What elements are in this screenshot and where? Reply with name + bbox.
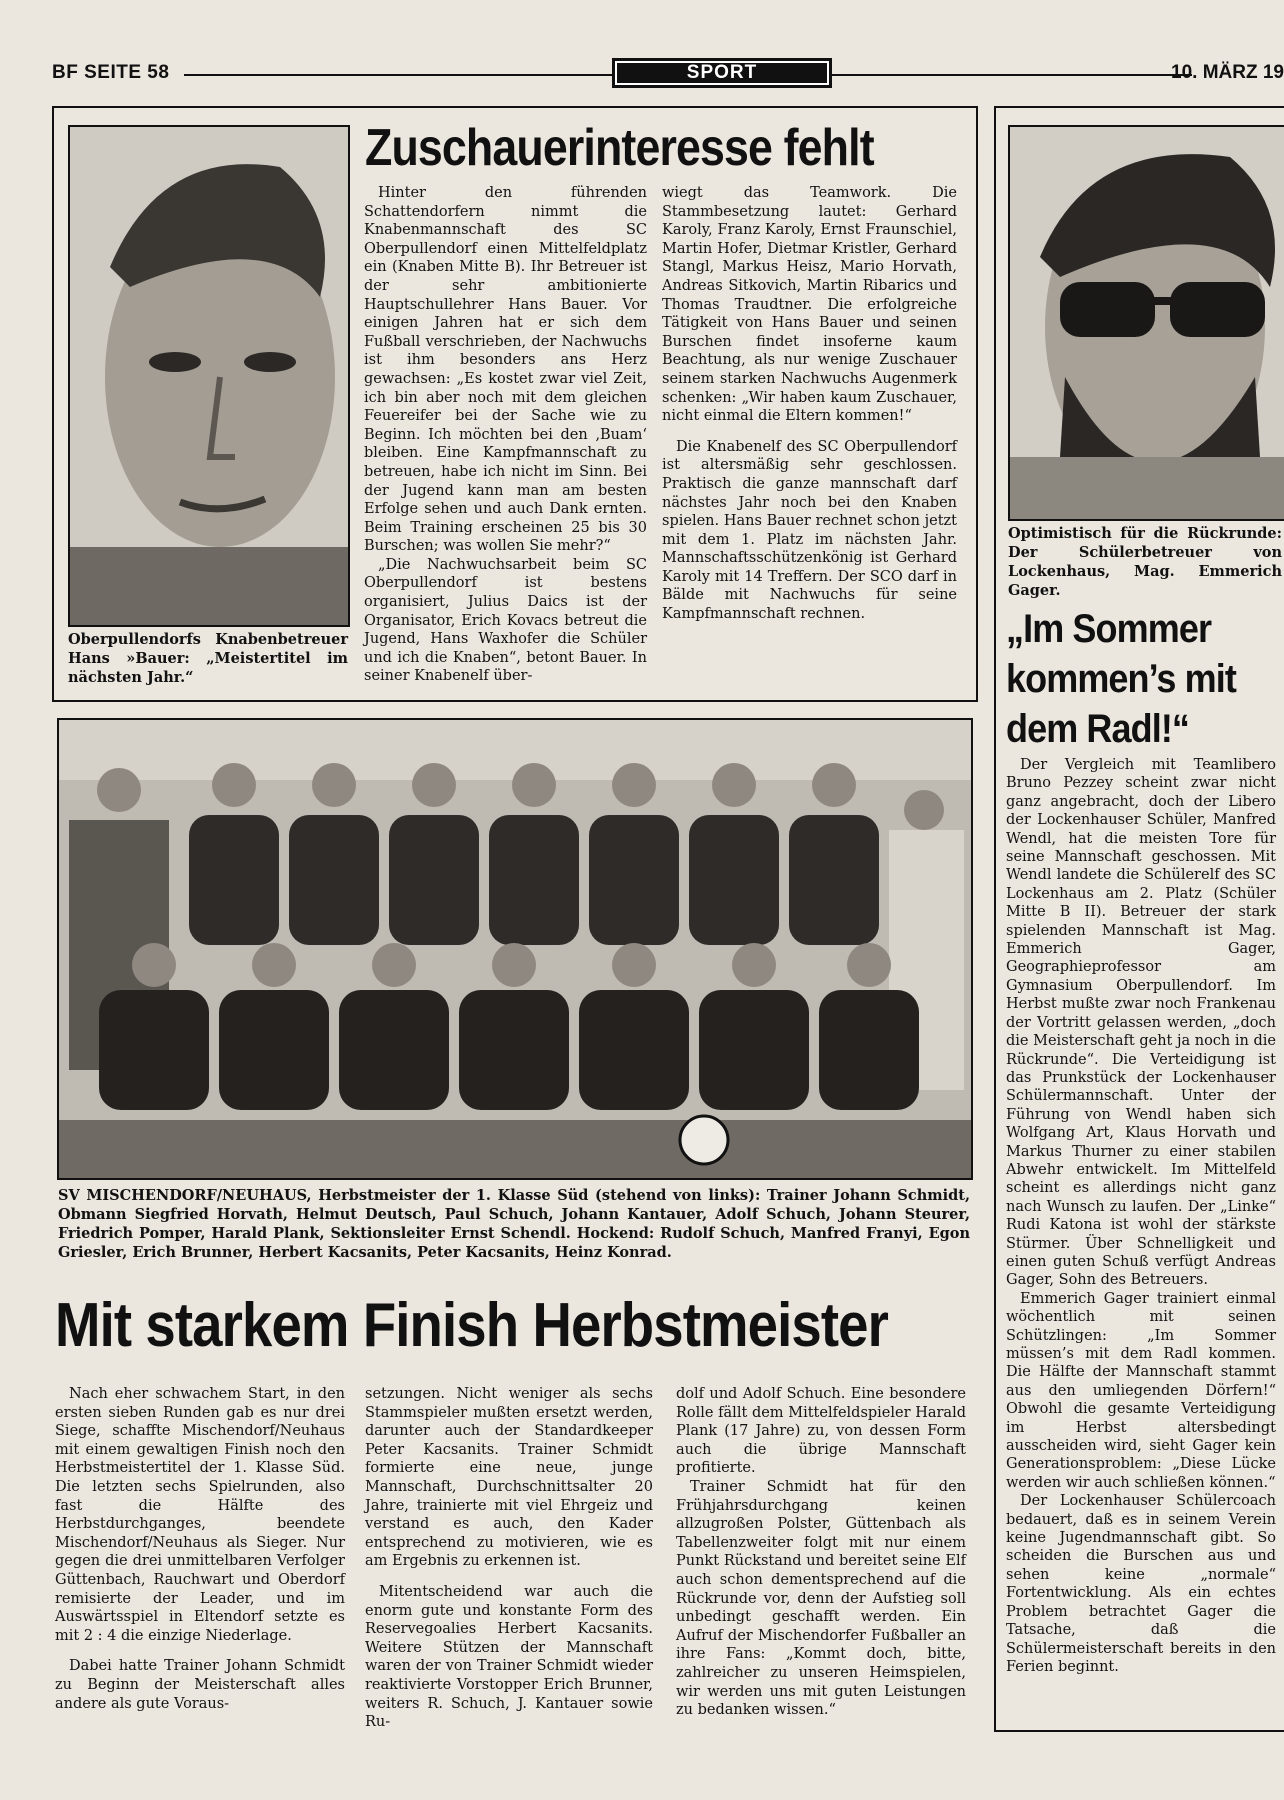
team-photo-caption: SV MISCHENDORF/NEUHAUS, Herbstmeister der 1. Klasse Süd (stehend von links): Trainer Johann Schmidt, Obmann Siegfried Horvath, Helmut Deutsch, Paul Schuch, Johann Kantauer, Adolf Schuch, Johann Steurer, Friedrich Pomper, Harald Plank, Sektionsleiter Ernst Schendl. Hockend: Rudolf Schuch, Manfred Franyi, Egon Griesler, Erich Brunner, Herbert Kacsanits, Peter Kacsanits, Heinz Konrad. [58, 1187, 970, 1261]
article3-column [1006, 756, 1276, 1676]
article1-column-1 [364, 184, 647, 686]
article2-col2-para1: setzungen. Nicht weniger als sechs Stammspieler mußten ersetzt werden, darunter auch der Standardkeeper Peter Kacsanits. Trainer Schmidt formierte eine neue, junge Mannschaft, Durchschnittsalter 20 Jahre, trainierte mit viel Ehrgeiz und verstand es auch, den Kader entsprechend zu motivieren, wie es am Ergebnis zu erkennen ist. [365, 1386, 653, 1570]
article3-para3: Der Lockenhauser Schülercoach bedauert, daß es in seinem Verein keine Jugendmannschaft gibt. So scheiden die Burschen aus und sehen keine „normale“ Fortentwicklung. Als ein echtes Problem betrachtet Gager die Tatsache, daß die Schülermeisterschaft bereits in den Ferien beginnt. [1006, 1493, 1276, 1675]
issue-date: 10. MÄRZ 19 [1171, 62, 1284, 83]
headline-im-sommer-line2: kommen’s mit [1006, 657, 1236, 701]
article3-para2: Emmerich Gager trainiert einmal wöchentlich mit seinen Schützlingen: „Im Sommer müssen’s mit dem Radl kommen. Die Hälfte der Mannschaft stammt aus den umliegenden Dörfern!“ Obwohl die gesamte Verteidigung im Herbst altersbedingt ausscheiden wird, sieht Gager kein Generationsproblem: „Diese Lücke werden wir auch schließen können.“ [1006, 1290, 1276, 1491]
article2-col3-para1: dolf und Adolf Schuch. Eine besondere Rolle fällt dem Mittelfeldspieler Harald Plank (17 Jahre) zu, von dessen Form auch die übrige Mannschaft profitierte. [676, 1386, 966, 1477]
article2-column-1 [55, 1385, 345, 1713]
article3-para1: Der Vergleich mit Teamlibero Bruno Pezzey scheint zwar nicht ganz angebracht, doch der Libero der Lockenhauser Schüler, Manfred Wendl, hat die meisten Tore für seine Mannschaft geschossen. Mit Wendl landete die Schülerelf des SC Lockenhaus am 2. Platz (Schüler Mitte B II). Betreuer der stark spielenden Mannschaft ist Mag. Emmerich Gager, Geographieprofessor am Gymnasium Oberpullendorf. Im Herbst mußte zwar noch Frankenau der Vortritt gelassen werden, „doch die Meisterschaft geht ja noch in die Rückrunde“. Die Verteidigung ist das Prunkstück der Lockenhauser Schülermannschaft. Unter der Führung von Wendl haben sich Wolfgang Art, Klaus Horvath und Markus Thurner zu einer stabilen Abwehr entwickelt. Im Mittelfeld scheint es allerdings nicht ganz nach Wunsch zu laufen. Der „Linke“ Rudi Katona ist wohl der stärkste Stürmer. Über Schnelligkeit und einen guten Schuß verfügt Andreas Gager, Sohn des Betreuers. [1006, 757, 1276, 1289]
portrait-photo-gager [1008, 125, 1284, 521]
team-photo-mischendorf [57, 718, 973, 1180]
header-rule-right [832, 74, 1192, 76]
article1-column-2 [662, 184, 957, 624]
article1-col2-para2: Die Knabenelf des SC Oberpullendorf ist altersmäßig sehr geschlossen. Praktisch die ganze mannschaft darf nächstes Jahr noch bei den Knaben spielen. Hans Bauer rechnet schon jetzt mit dem 1. Platz im nächsten Jahr. Mannschaftsschützenkönig ist Gerhard Karoly mit 14 Treffern. Der SCO darf in Bälde mit Nachwuchs für seine Kampfmannschaft rechnen. [662, 438, 957, 623]
header-rule-left [184, 74, 612, 76]
portrait-photo-bauer [68, 125, 350, 627]
page-number: BF SEITE 58 [52, 62, 170, 83]
article1-col2-para1: wiegt das Teamwork. Die Stammbesetzung lautet: Gerhard Karoly, Franz Karoly, Ernst Fraunschiel, Martin Hofer, Dietmar Kristler, Gerhard Stangl, Markus Heisz, Mario Horvath, Andreas Sitkovich, Martin Ribarics und Thomas Traudtner. Die erfolgreiche Tätigkeit von Hans Bauer und seinen Burschen findet insoferne kaum Beachtung, als nur wenige Zuschauer seinem starken Nachwuchs Augenmerk schenken: „Wir haben kaum Zuschauer, nicht einmal die Eltern kommen!“ [662, 185, 957, 425]
article2-column-2 [365, 1385, 653, 1732]
article1-col1-para1: Hinter den führenden Schattendorfern nimmt die Knabenmannschaft des SC Oberpullendorf einen Mittelfeldplatz ein (Knaben Mitte B). Ihr Betreuer ist der sehr ambitionierte Hauptschullehrer Hans Bauer. Vor einigen Jahren hat er sich dem Fußball verschrieben, der Nachwuchs ist ihm besonders ans Herz gewachsen: „Es kostet zwar viel Zeit, ich bin aber noch mit dem gleichen Feuereifer bei der Sache wie zu Beginn. Ich möchten bei den ‚Buam‘ bleiben. Eine Kampfmannschaft zu betreuen, habe ich nicht im Sinn. Bei der Jugend kann man am besten Erfolge sehen und auch Dank ernten. Beim Training erscheinen 25 bis 30 Burschen; was wollen Sie mehr?“ [364, 185, 647, 555]
gager-portrait-image [1010, 127, 1284, 519]
section-badge: SPORT [612, 58, 832, 88]
page-header [52, 58, 1284, 90]
article2-col2-para2: Mitentscheidend war auch die enorm gute und konstante Form des Reservegoalies Herbert Kacsanits. Weitere Stützen der Mannschaft waren der von Trainer Schmidt wieder reaktivierte Vorstopper Erich Brunner, weiters R. Schuch, J. Kantauer sowie Ru- [365, 1583, 653, 1731]
photo-caption-bauer: Oberpullendorfs Knabenbetreuer Hans »Bauer: „Meistertitel im nächsten Jahr.“ [68, 631, 348, 686]
headline-finish-herbstmeister: Mit starkem Finish Herbstmeister [55, 1291, 888, 1360]
article2-col1-para1: Nach eher schwachem Start, in den ersten sieben Runden gab es nur drei Siege, schaffte Mischendorf/Neuhaus mit einem gewaltigen Finish noch den Herbstmeistertitel der 1. Klasse Süd. Die letzten sechs Spielrunden, also fast die Hälfte des Herbstdurchganges, beendete Mischendorf/Neuhaus als Sieger. Nur gegen die drei unmittelbaren Verfolger Güttenbach, Rauchwart und Oberdorf remisierte der Leader, und im Auswärtsspiel in Eltendorf setzte es mit 2 : 4 die einzige Niederlage. [55, 1386, 345, 1644]
headline-im-sommer-line3: dem Radl!“ [1006, 707, 1190, 751]
team-photo-image [59, 720, 971, 1178]
headline-im-sommer [1006, 604, 1282, 754]
article2-column-3 [676, 1385, 966, 1720]
portrait-image [70, 127, 348, 625]
headline-im-sommer-line1: „Im Sommer [1006, 607, 1212, 651]
photo-caption-gager: Optimistisch für die Rückrunde: Der Schülerbetreuer von Lockenhaus, Mag. Emmerich Gager. [1008, 525, 1282, 599]
article2-col1-para2: Dabei hatte Trainer Johann Schmidt zu Beginn der Meisterschaft alles andere als gute Voraus- [55, 1658, 345, 1712]
article1-col1-para2: „Die Nachwuchsarbeit beim SC Oberpullendorf ist bestens organisiert, Julius Daics ist der Organisator, Erich Kovacs betreut die Jugend, Hans Waxhofer die Schüler und ich die Knaben“, betont Bauer. In seiner Knabenelf über- [364, 556, 647, 685]
headline-zuschauerinteresse: Zuschauerinteresse fehlt [365, 119, 874, 177]
article2-col3-para2: Trainer Schmidt hat für den Frühjahrsdurchgang keinen allzugroßen Polster, Güttenbach als Tabellenzweiter folgt mit nur einem Punkt Rückstand und bereitet seine Elf auch schon dementsprechend auf die Rückrunde vor, denn der Aufstieg soll unbedingt geschafft werden. Ein Aufruf der Mischendorfer Fußballer an ihre Fans: „Kommt doch, bitte, zahlreicher zu unseren Heimspielen, wir werden uns mit guten Leistungen zu bedanken wissen.“ [676, 1478, 966, 1719]
